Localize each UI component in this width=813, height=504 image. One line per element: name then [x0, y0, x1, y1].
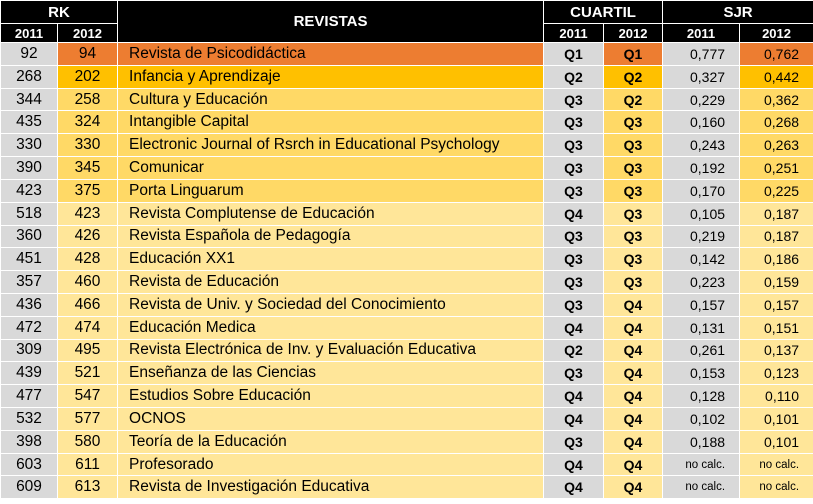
- rank-2011-cell: 435: [1, 111, 58, 134]
- cuartil-2012-header: 2012: [604, 24, 663, 43]
- rank-2012-cell: 611: [58, 453, 118, 476]
- sjr-2011-cell: 0,131: [663, 316, 740, 339]
- journal-name-cell: OCNOS: [118, 408, 544, 431]
- sjr-2012-cell: 0,110: [740, 385, 813, 408]
- table-row: [1, 65, 813, 88]
- sjr-2011-cell: no calc.: [663, 453, 740, 476]
- table-row: [1, 316, 813, 339]
- rank-2011-cell: 451: [1, 248, 58, 271]
- sjr-2011-cell: 0,327: [663, 65, 740, 88]
- rank-2011-cell: 518: [1, 202, 58, 225]
- table-row: [1, 43, 813, 66]
- table-row: [1, 88, 813, 111]
- quartile-2011-cell: Q3: [544, 293, 604, 316]
- sjr-2011-cell: 0,142: [663, 248, 740, 271]
- table-row: [1, 430, 813, 453]
- journal-name-cell: Porta Linguarum: [118, 179, 544, 202]
- quartile-2011-cell: Q3: [544, 248, 604, 271]
- sjr-2012-cell: 0,159: [740, 271, 813, 294]
- rk-2012-header: 2012: [58, 24, 118, 43]
- quartile-2012-cell: Q4: [604, 385, 663, 408]
- journal-name-cell: Revista Española de Pedagogía: [118, 225, 544, 248]
- rank-2011-cell: 398: [1, 430, 58, 453]
- rank-2012-cell: 94: [58, 43, 118, 66]
- sjr-2012-cell: 0,137: [740, 339, 813, 362]
- journal-name-cell: Revista Electrónica de Inv. y Evaluación Educativa: [118, 339, 544, 362]
- revistas-header: REVISTAS: [118, 1, 544, 43]
- rk-2011-header: 2011: [1, 24, 58, 43]
- quartile-2012-cell: Q3: [604, 179, 663, 202]
- rank-2011-cell: 330: [1, 134, 58, 157]
- quartile-2011-cell: Q4: [544, 453, 604, 476]
- sjr-2012-cell: 0,186: [740, 248, 813, 271]
- sjr-2012-cell: no calc.: [740, 476, 813, 499]
- rk-header: RK: [1, 1, 118, 24]
- quartile-2011-cell: Q2: [544, 339, 604, 362]
- rank-2011-cell: 360: [1, 225, 58, 248]
- rank-2012-cell: 423: [58, 202, 118, 225]
- sjr-2011-cell: 0,153: [663, 362, 740, 385]
- quartile-2012-cell: Q4: [604, 293, 663, 316]
- sjr-2012-cell: 0,187: [740, 202, 813, 225]
- rank-2011-cell: 603: [1, 453, 58, 476]
- sjr-2012-cell: 0,225: [740, 179, 813, 202]
- quartile-2012-cell: Q3: [604, 157, 663, 180]
- sjr-2012-cell: 0,762: [740, 43, 813, 66]
- journal-name-cell: Educación XX1: [118, 248, 544, 271]
- table-row: [1, 476, 813, 499]
- rank-2012-cell: 428: [58, 248, 118, 271]
- rank-2011-cell: 268: [1, 65, 58, 88]
- sjr-2012-cell: 0,442: [740, 65, 813, 88]
- sjr-2011-cell: 0,128: [663, 385, 740, 408]
- sjr-2012-cell: 0,268: [740, 111, 813, 134]
- rank-2012-cell: 426: [58, 225, 118, 248]
- journal-name-cell: Intangible Capital: [118, 111, 544, 134]
- sjr-2011-cell: 0,229: [663, 88, 740, 111]
- rank-2012-cell: 521: [58, 362, 118, 385]
- quartile-2012-cell: Q4: [604, 408, 663, 431]
- cuartil-header: CUARTIL: [544, 1, 663, 24]
- rank-2011-cell: 532: [1, 408, 58, 431]
- sjr-2012-cell: 0,157: [740, 293, 813, 316]
- rank-2012-cell: 474: [58, 316, 118, 339]
- rank-2012-cell: 613: [58, 476, 118, 499]
- journal-name-cell: Teoría de la Educación: [118, 430, 544, 453]
- quartile-2012-cell: Q4: [604, 476, 663, 499]
- sjr-2011-cell: 0,243: [663, 134, 740, 157]
- quartile-2011-cell: Q4: [544, 385, 604, 408]
- rank-2012-cell: 460: [58, 271, 118, 294]
- sjr-2012-header: 2012: [740, 24, 813, 43]
- sjr-2012-cell: 0,123: [740, 362, 813, 385]
- rank-2011-cell: 609: [1, 476, 58, 499]
- sjr-2011-cell: 0,102: [663, 408, 740, 431]
- quartile-2011-cell: Q3: [544, 179, 604, 202]
- quartile-2011-cell: Q3: [544, 430, 604, 453]
- journal-name-cell: Electronic Journal of Rsrch in Educational Psychology: [118, 134, 544, 157]
- sjr-2011-cell: 0,223: [663, 271, 740, 294]
- quartile-2012-cell: Q3: [604, 111, 663, 134]
- rank-2012-cell: 345: [58, 157, 118, 180]
- rank-2011-cell: 344: [1, 88, 58, 111]
- rank-2011-cell: 309: [1, 339, 58, 362]
- sjr-2011-cell: 0,188: [663, 430, 740, 453]
- quartile-2011-cell: Q3: [544, 157, 604, 180]
- quartile-2011-cell: Q3: [544, 134, 604, 157]
- journal-name-cell: Revista de Investigación Educativa: [118, 476, 544, 499]
- table-row: [1, 271, 813, 294]
- table-row: [1, 134, 813, 157]
- rank-2012-cell: 580: [58, 430, 118, 453]
- sjr-2011-cell: 0,219: [663, 225, 740, 248]
- rank-2011-cell: 423: [1, 179, 58, 202]
- journal-name-cell: Comunicar: [118, 157, 544, 180]
- rank-2011-cell: 477: [1, 385, 58, 408]
- table-row: [1, 362, 813, 385]
- rank-2012-cell: 466: [58, 293, 118, 316]
- table-body: [1, 43, 813, 499]
- quartile-2012-cell: Q4: [604, 362, 663, 385]
- journal-name-cell: Revista de Educación: [118, 271, 544, 294]
- quartile-2011-cell: Q3: [544, 225, 604, 248]
- sjr-2012-cell: 0,101: [740, 430, 813, 453]
- quartile-2011-cell: Q3: [544, 362, 604, 385]
- quartile-2012-cell: Q4: [604, 453, 663, 476]
- sjr-2012-cell: 0,101: [740, 408, 813, 431]
- quartile-2011-cell: Q4: [544, 316, 604, 339]
- quartile-2011-cell: Q4: [544, 202, 604, 225]
- sjr-2011-cell: 0,105: [663, 202, 740, 225]
- journal-name-cell: Enseñanza de las Ciencias: [118, 362, 544, 385]
- table-row: [1, 453, 813, 476]
- sjr-2011-cell: 0,157: [663, 293, 740, 316]
- rank-2011-cell: 357: [1, 271, 58, 294]
- rank-2012-cell: 258: [58, 88, 118, 111]
- sjr-2012-cell: 0,251: [740, 157, 813, 180]
- quartile-2012-cell: Q4: [604, 339, 663, 362]
- rank-2011-cell: 472: [1, 316, 58, 339]
- rank-2012-cell: 547: [58, 385, 118, 408]
- sjr-2011-cell: no calc.: [663, 476, 740, 499]
- quartile-2012-cell: Q2: [604, 65, 663, 88]
- quartile-2012-cell: Q3: [604, 271, 663, 294]
- journal-name-cell: Estudios Sobre Educación: [118, 385, 544, 408]
- table-header: [1, 1, 813, 43]
- rank-2011-cell: 436: [1, 293, 58, 316]
- quartile-2012-cell: Q3: [604, 202, 663, 225]
- journal-name-cell: Cultura y Educación: [118, 88, 544, 111]
- rank-2012-cell: 330: [58, 134, 118, 157]
- table-row: [1, 202, 813, 225]
- quartile-2012-cell: Q3: [604, 248, 663, 271]
- table-row: [1, 225, 813, 248]
- sjr-2011-cell: 0,160: [663, 111, 740, 134]
- quartile-2012-cell: Q2: [604, 88, 663, 111]
- rank-2011-cell: 439: [1, 362, 58, 385]
- rank-2012-cell: 495: [58, 339, 118, 362]
- table-row: [1, 385, 813, 408]
- quartile-2011-cell: Q3: [544, 271, 604, 294]
- rank-2012-cell: 577: [58, 408, 118, 431]
- quartile-2012-cell: Q1: [604, 43, 663, 66]
- sjr-2011-cell: 0,192: [663, 157, 740, 180]
- journal-name-cell: Revista de Univ. y Sociedad del Conocimiento: [118, 293, 544, 316]
- quartile-2012-cell: Q3: [604, 225, 663, 248]
- quartile-2012-cell: Q4: [604, 316, 663, 339]
- rank-2012-cell: 375: [58, 179, 118, 202]
- quartile-2012-cell: Q4: [604, 430, 663, 453]
- table-row: [1, 157, 813, 180]
- quartile-2011-cell: Q4: [544, 476, 604, 499]
- sjr-2011-cell: 0,170: [663, 179, 740, 202]
- quartile-2011-cell: Q1: [544, 43, 604, 66]
- journal-name-cell: Educación Medica: [118, 316, 544, 339]
- table-row: [1, 339, 813, 362]
- sjr-2012-cell: 0,151: [740, 316, 813, 339]
- journal-name-cell: Profesorado: [118, 453, 544, 476]
- quartile-2011-cell: Q3: [544, 111, 604, 134]
- journal-name-cell: Revista Complutense de Educación: [118, 202, 544, 225]
- cuartil-2011-header: 2011: [544, 24, 604, 43]
- quartile-2011-cell: Q3: [544, 88, 604, 111]
- quartile-2012-cell: Q3: [604, 134, 663, 157]
- sjr-2012-cell: 0,263: [740, 134, 813, 157]
- sjr-2012-cell: no calc.: [740, 453, 813, 476]
- sjr-2011-cell: 0,777: [663, 43, 740, 66]
- rank-2012-cell: 324: [58, 111, 118, 134]
- rank-2012-cell: 202: [58, 65, 118, 88]
- sjr-2011-header: 2011: [663, 24, 740, 43]
- sjr-header: SJR: [663, 1, 813, 24]
- sjr-2011-cell: 0,261: [663, 339, 740, 362]
- rank-2011-cell: 92: [1, 43, 58, 66]
- journal-name-cell: Infancia y Aprendizaje: [118, 65, 544, 88]
- rank-2011-cell: 390: [1, 157, 58, 180]
- journal-name-cell: Revista de Psicodidáctica: [118, 43, 544, 66]
- table-row: [1, 179, 813, 202]
- table-row: [1, 408, 813, 431]
- quartile-2011-cell: Q4: [544, 408, 604, 431]
- table-row: [1, 293, 813, 316]
- sjr-2012-cell: 0,187: [740, 225, 813, 248]
- table-row: [1, 248, 813, 271]
- sjr-2012-cell: 0,362: [740, 88, 813, 111]
- table-row: [1, 111, 813, 134]
- quartile-2011-cell: Q2: [544, 65, 604, 88]
